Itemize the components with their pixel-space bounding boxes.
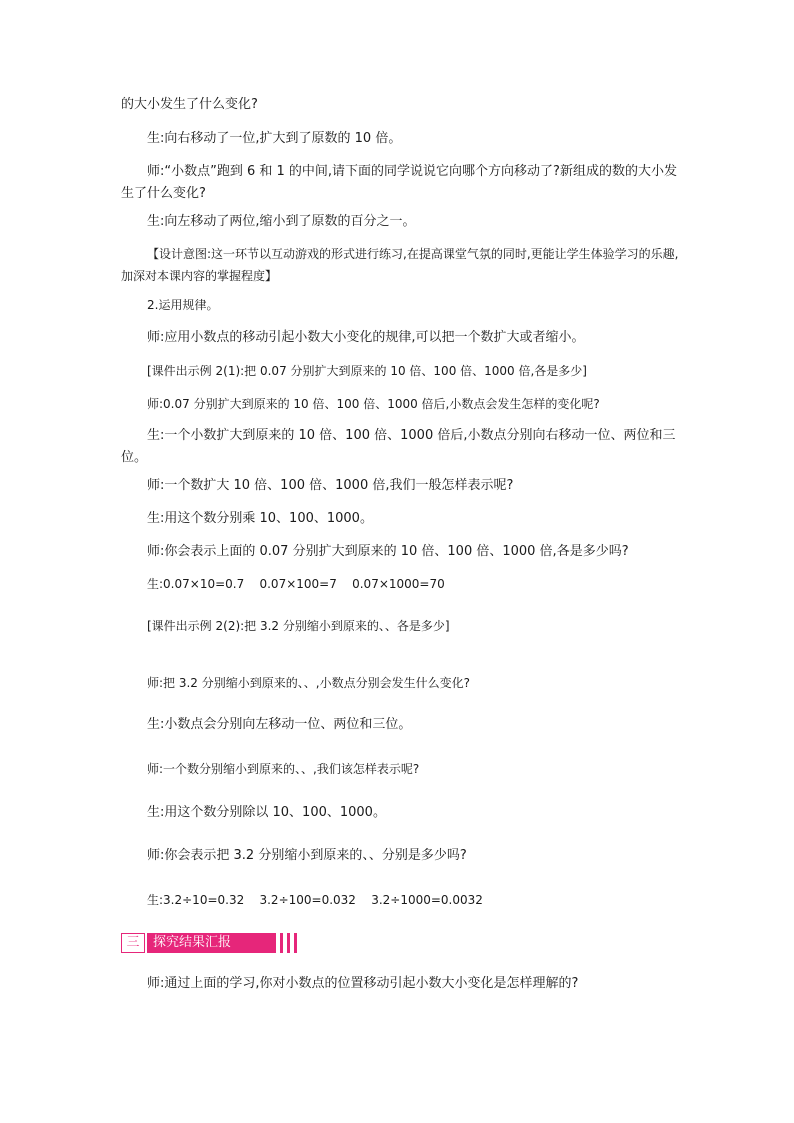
text-line-1: 的大小发生了什么变化? [121, 97, 258, 112]
text-line-13: 师:你会表示上面的 0.07 分别扩大到原来的 10 倍、100 倍、1000 倍,各是多少吗? [147, 544, 629, 559]
text-line-10: 生:一个小数扩大到原来的 10 倍、100 倍、1000 倍后,小数点分别向右移动一位、两位和三位。 [121, 428, 676, 465]
courseware-example-1: [课件出示例 2(1):把 0.07 分别扩大到原来的 10 倍、100 倍、1000 倍,各是多少] [147, 364, 587, 378]
text-line-6: 2.运用规律。 [147, 298, 219, 312]
section-heading [121, 933, 301, 953]
calc-line-1: 生:0.07×10=0.7 0.07×100=7 0.07×1000=70 [147, 577, 445, 591]
section-number: 三 [121, 933, 145, 953]
text-line-18: 师:一个数分别缩小到原来的、、,我们该怎样表示呢? [147, 762, 420, 776]
text-line-7: 师:应用小数点的移动引起小数大小变化的规律,可以把一个数扩大或者缩小。 [147, 330, 585, 345]
courseware-example-2: [课件出示例 2(2):把 3.2 分别缩小到原来的、、各是多少] [147, 619, 450, 633]
text-line-20: 师:你会表示把 3.2 分别缩小到原来的、、分别是多少吗? [147, 848, 467, 863]
text-line-19: 生:用这个数分别除以 10、100、1000。 [147, 805, 386, 820]
section-title: 探究结果汇报 [147, 933, 273, 953]
text-line-16: 师:把 3.2 分别缩小到原来的、、,小数点分别会发生什么变化? [147, 676, 470, 690]
text-line-12: 生:用这个数分别乘 10、100、1000。 [147, 511, 373, 526]
text-line-17: 生:小数点会分别向左移动一位、两位和三位。 [147, 717, 412, 732]
text-line-11: 师:一个数扩大 10 倍、100 倍、1000 倍,我们一般怎样表示呢? [147, 478, 514, 493]
text-line-3: 师:“小数点”跑到 6 和 1 的中间,请下面的同学说说它向哪个方向移动了?新组成的数的大小发生了什么变化? [121, 164, 677, 201]
design-intent: 【设计意图:这一环节以互动游戏的形式进行练习,在提高课堂气氛的同时,更能让学生体验学习的乐趣,加深对本课内容的掌握程度】 [121, 247, 679, 283]
stripe-decoration [273, 933, 303, 953]
calc-line-2: 生:3.2÷10=0.32 3.2÷100=0.032 3.2÷1000=0.0032 [147, 893, 483, 907]
text-line-9: 师:0.07 分别扩大到原来的 10 倍、100 倍、1000 倍后,小数点会发生怎样的变化呢? [147, 397, 600, 411]
text-line-2: 生:向右移动了一位,扩大到了原数的 10 倍。 [147, 131, 402, 146]
text-line-4: 生:向左移动了两位,缩小到了原数的百分之一。 [147, 214, 416, 229]
text-line-22: 师:通过上面的学习,你对小数点的位置移动引起小数大小变化是怎样理解的? [147, 976, 579, 991]
